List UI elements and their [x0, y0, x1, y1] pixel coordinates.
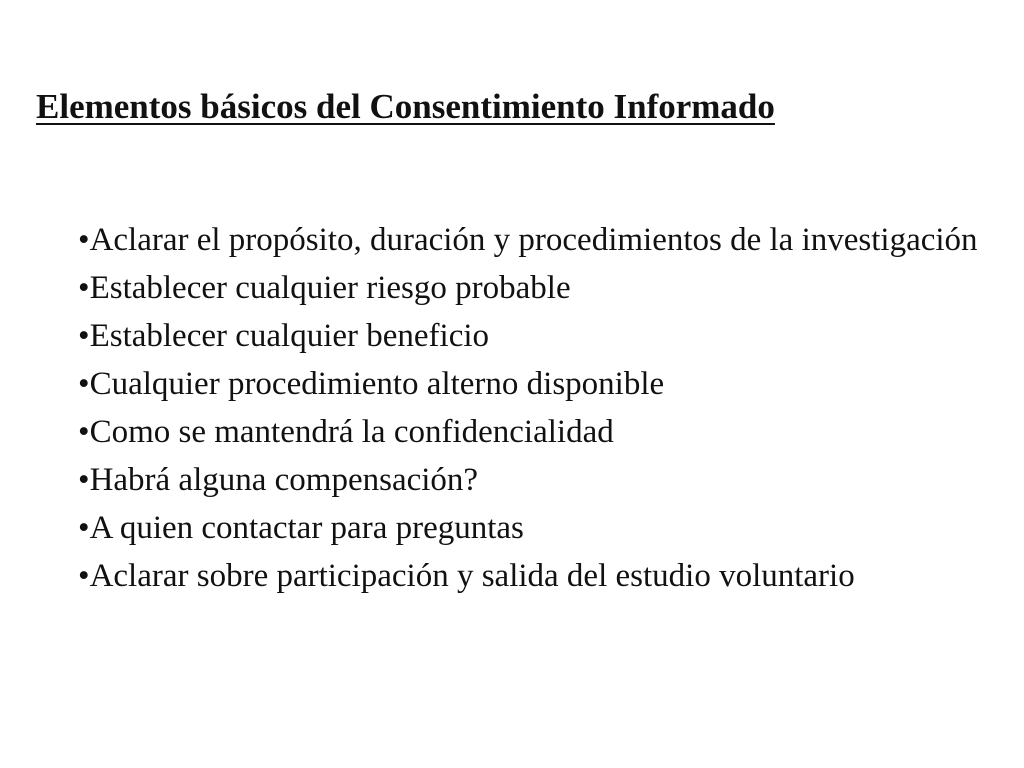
bullet-item: • Establecer cualquier riesgo probable [78, 264, 978, 312]
bullet-item: • Como se mantendrá la confidencialidad [78, 408, 978, 456]
slide-title: Elementos básicos del Consentimiento Informado [36, 87, 775, 126]
bullet-item: • Aclarar el propósito, duración y procedimientos de la investigación [78, 216, 978, 264]
bullet-item: • Cualquier procedimiento alterno disponible [78, 360, 978, 408]
bullet-item: • Aclarar sobre participación y salida del estudio voluntario [78, 552, 978, 600]
bullet-item: • A quien contactar para preguntas [78, 504, 978, 552]
bullet-list [78, 216, 978, 600]
bullet-item: • Establecer cualquier beneficio [78, 312, 978, 360]
bullet-item: • Habrá alguna compensación? [78, 456, 978, 504]
